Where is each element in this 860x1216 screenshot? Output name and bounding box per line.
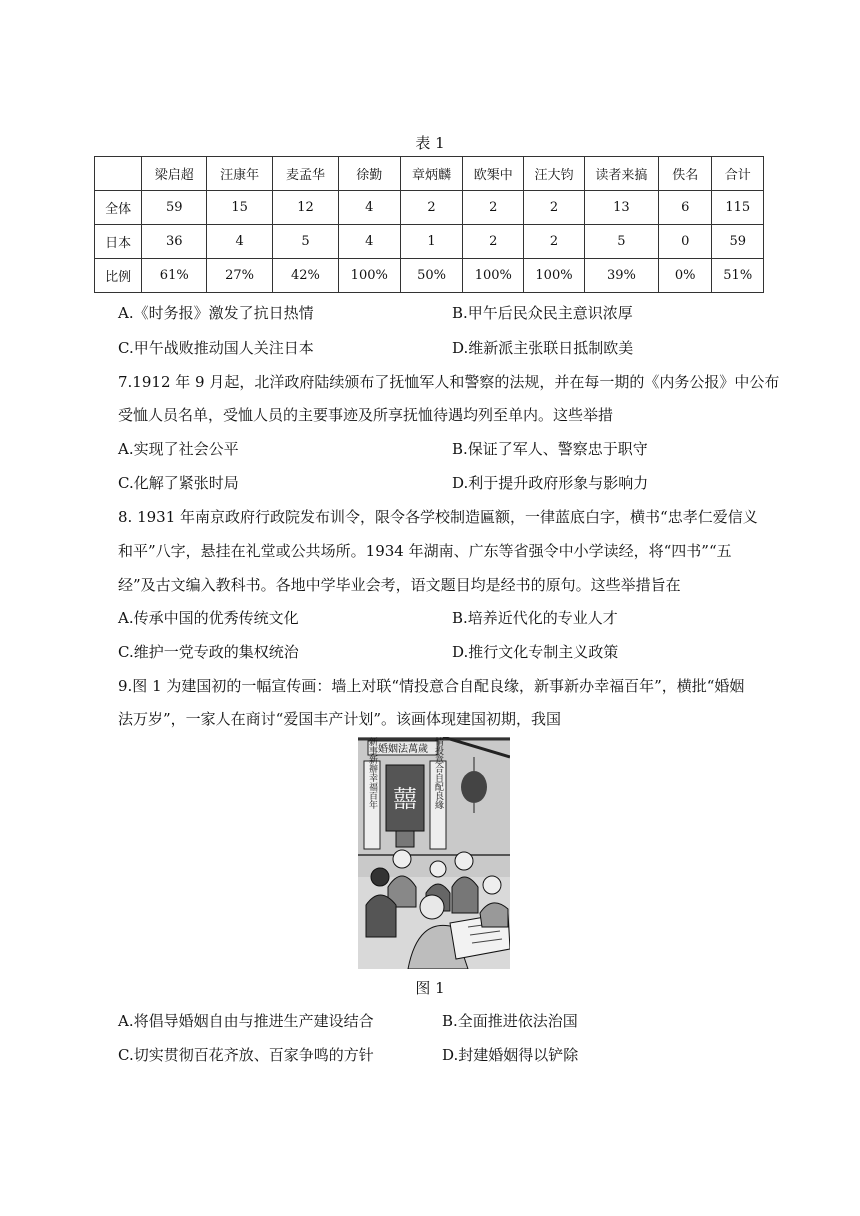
table-header-cell (95, 157, 142, 191)
table-header-cell: 梁启超 (142, 157, 207, 191)
table-cell: 1 (400, 225, 463, 259)
table-cell: 2 (463, 191, 524, 225)
q6-option-c[interactable]: C.甲午战败推动国人关注日本 (118, 339, 314, 357)
table-cell: 5 (584, 225, 658, 259)
table-cell: 27% (207, 259, 273, 293)
table-cell: 100% (338, 259, 400, 293)
table-cell: 6 (658, 191, 712, 225)
table-cell: 2 (524, 225, 585, 259)
table-header-cell: 佚名 (658, 157, 712, 191)
q6-option-b[interactable]: B.甲午后民众民主意识浓厚 (452, 304, 633, 322)
illustration-couplet-right: 情投意合自配良緣 (433, 737, 443, 809)
table-row (95, 259, 764, 293)
table-cell: 100% (524, 259, 585, 293)
table-cell: 2 (463, 225, 524, 259)
table-cell: 比例 (95, 259, 142, 293)
table-cell: 15 (207, 191, 273, 225)
q8-option-c[interactable]: C.维护一党专政的集权统治 (118, 643, 299, 661)
q9-option-d[interactable]: D.封建婚姻得以铲除 (442, 1046, 579, 1064)
table-cell: 4 (338, 191, 400, 225)
illustration-center-char: 囍 (393, 785, 417, 813)
table-cell: 0% (658, 259, 712, 293)
table-cell: 100% (463, 259, 524, 293)
table-cell: 全体 (95, 191, 142, 225)
illustration-banner: 婚姻法萬歲 (378, 744, 428, 755)
table-header-cell: 徐勤 (338, 157, 400, 191)
q7-option-a[interactable]: A.实现了社会公平 (118, 440, 239, 458)
table-cell: 2 (524, 191, 585, 225)
table-cell: 0 (658, 225, 712, 259)
q7-option-b[interactable]: B.保证了军人、警察忠于职守 (452, 440, 648, 458)
table-cell: 61% (142, 259, 207, 293)
q8-stem-line-3: 经”及古文编入教科书。各地中学毕业会考，语文题目均是经书的原句。这些举措旨在 (118, 576, 681, 594)
table-cell: 4 (338, 225, 400, 259)
table-header-cell: 汪康年 (207, 157, 273, 191)
table-cell: 4 (207, 225, 273, 259)
data-table (94, 156, 764, 293)
table-cell: 5 (273, 225, 339, 259)
table-header-cell: 读者来搞 (584, 157, 658, 191)
table-header-cell: 麦孟华 (273, 157, 339, 191)
q6-option-a[interactable]: A.《时务报》激发了抗日热情 (118, 304, 314, 322)
table-cell: 42% (273, 259, 339, 293)
table-row (95, 191, 764, 225)
table-caption: 表 1 (415, 134, 445, 152)
table-cell: 59 (142, 191, 207, 225)
table-header-row (95, 157, 764, 191)
q9-stem-line-1: 9.图 1 为建国初的一幅宣传画：墙上对联“情投意合自配良缘，新事新办幸福百年”，横批“婚姻 (118, 677, 745, 695)
q7-option-c[interactable]: C.化解了紧张时局 (118, 474, 239, 492)
q9-option-a[interactable]: A.将倡导婚姻自由与推进生产建设结合 (118, 1012, 374, 1030)
q8-option-b[interactable]: B.培养近代化的专业人才 (452, 609, 618, 627)
q8-stem-line-2: 和平”八字，悬挂在礼堂或公共场所。1934 年湖南、广东等省强令中小学读经，将“四书”“五 (118, 542, 732, 560)
q9-option-b[interactable]: B.全面推进依法治国 (442, 1012, 578, 1030)
table-header-cell: 汪大钧 (524, 157, 585, 191)
q7-option-d[interactable]: D.利于提升政府形象与影响力 (452, 474, 649, 492)
q8-option-d[interactable]: D.推行文化专制主义政策 (452, 643, 619, 661)
table-cell: 日本 (95, 225, 142, 259)
q7-stem-line-1: 7.1912 年 9 月起，北洋政府陆续颁布了抚恤军人和警察的法规，并在每一期的《内务公报》中公布 (118, 373, 780, 391)
q9-stem-line-2: 法万岁”，一家人在商讨“爱国丰产计划”。该画体现建国初期，我国 (118, 710, 562, 728)
table-cell: 12 (273, 191, 339, 225)
q9-option-c[interactable]: C.切实贯彻百花齐放、百家争鸣的方针 (118, 1046, 374, 1064)
q8-stem-line-1: 8. 1931 年南京政府行政院发布训令，限令各学校制造匾额，一律蓝底白字，横书“忠孝仁爱信义 (118, 508, 758, 526)
table-cell: 115 (712, 191, 764, 225)
table-cell: 39% (584, 259, 658, 293)
figure-caption: 图 1 (415, 979, 445, 997)
q7-stem-line-2: 受恤人员名单，受恤人员的主要事迹及所享抚恤待遇均列至单内。这些举措 (118, 406, 614, 424)
table-cell: 36 (142, 225, 207, 259)
table-header-cell: 合计 (712, 157, 764, 191)
table-cell: 13 (584, 191, 658, 225)
table-cell: 51% (712, 259, 764, 293)
propaganda-illustration (358, 737, 510, 969)
table-header-cell: 欧榘中 (463, 157, 524, 191)
q6-option-d[interactable]: D.维新派主张联日抵制欧美 (452, 339, 634, 357)
illustration-couplet-left: 新事新辦幸福百年 (367, 737, 377, 809)
table-cell: 50% (400, 259, 463, 293)
table-cell: 2 (400, 191, 463, 225)
table-header-cell: 章炳麟 (400, 157, 463, 191)
table-row (95, 225, 764, 259)
table-cell: 59 (712, 225, 764, 259)
q8-option-a[interactable]: A.传承中国的优秀传统文化 (118, 609, 299, 627)
